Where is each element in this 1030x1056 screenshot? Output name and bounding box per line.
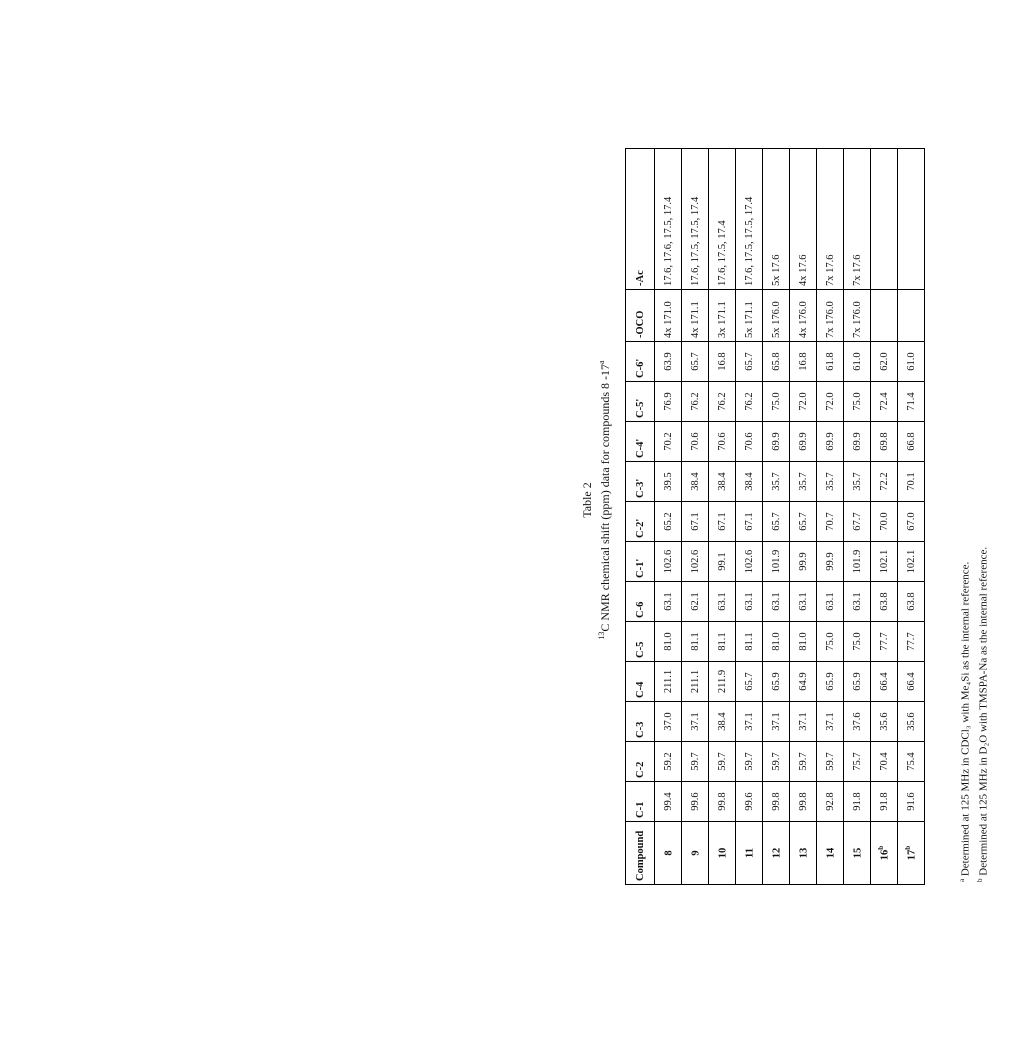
table-row bbox=[655, 149, 682, 885]
shift-value-cell: 37.1 bbox=[736, 702, 763, 742]
shift-value-cell: 65.7 bbox=[736, 662, 763, 702]
shift-value-cell: 59.7 bbox=[682, 742, 709, 782]
shift-value-cell: 101.9 bbox=[763, 542, 790, 582]
shift-value-cell: 99.6 bbox=[682, 782, 709, 822]
shift-value-cell: 102.6 bbox=[682, 542, 709, 582]
shift-value-cell: 211.1 bbox=[655, 662, 682, 702]
shift-value-cell: 211.9 bbox=[709, 662, 736, 702]
shift-value-cell: 99.6 bbox=[736, 782, 763, 822]
shift-value-cell: 70.7 bbox=[817, 502, 844, 542]
column-header: C-2' bbox=[626, 502, 655, 542]
shift-value-cell: 63.8 bbox=[871, 582, 898, 622]
compound-number: 14 bbox=[825, 847, 837, 859]
shift-value-cell: 7x 17.6 bbox=[817, 149, 844, 290]
column-header: -Ac bbox=[626, 149, 655, 290]
shift-value-cell: 75.0 bbox=[844, 382, 871, 422]
shift-value-cell: 69.9 bbox=[763, 422, 790, 462]
shift-value-cell: 59.7 bbox=[763, 742, 790, 782]
shift-value-cell: 4x 171.0 bbox=[655, 290, 682, 342]
shift-value-cell: 211.1 bbox=[682, 662, 709, 702]
shift-value-cell: 59.7 bbox=[817, 742, 844, 782]
shift-value-cell: 67.0 bbox=[898, 502, 925, 542]
shift-value-cell: 59.7 bbox=[709, 742, 736, 782]
shift-value-cell: 81.0 bbox=[790, 622, 817, 662]
compound-number: 8 bbox=[663, 850, 675, 856]
shift-value-cell: 69.9 bbox=[817, 422, 844, 462]
shift-value-cell: 7x 17.6 bbox=[844, 149, 871, 290]
compound-cell bbox=[763, 822, 790, 885]
shift-value-cell: 5x 17.6 bbox=[763, 149, 790, 290]
compound-cell bbox=[682, 822, 709, 885]
column-header: Compound bbox=[626, 822, 655, 885]
column-header: C-6' bbox=[626, 342, 655, 382]
shift-value-cell: 75.0 bbox=[763, 382, 790, 422]
table-title-text: C NMR chemical shift (ppm) data for compounds 8 -17 bbox=[598, 363, 612, 632]
compound-footnote-mark: b bbox=[904, 845, 913, 850]
shift-value-cell: 70.6 bbox=[682, 422, 709, 462]
compound-number: 9 bbox=[690, 850, 702, 856]
shift-value-cell: 17.6, 17.5, 17.4 bbox=[709, 149, 736, 290]
shift-value-cell: 59.7 bbox=[790, 742, 817, 782]
shift-value-cell: 70.1 bbox=[898, 462, 925, 502]
shift-value-cell: 72.0 bbox=[790, 382, 817, 422]
shift-value-cell: 63.1 bbox=[655, 582, 682, 622]
column-header: C-3' bbox=[626, 462, 655, 502]
shift-value-cell: 102.1 bbox=[871, 542, 898, 582]
shift-value-cell: 69.9 bbox=[844, 422, 871, 462]
column-header: C-4 bbox=[626, 662, 655, 702]
compound-cell bbox=[790, 822, 817, 885]
shift-value-cell: 4x 176.0 bbox=[790, 290, 817, 342]
footnote-text: Determined at 125 MHz in D₂O with TMSPA-Na as the internal reference. bbox=[977, 546, 990, 879]
footnote-text: Determined at 125 MHz in CDCl₃ with Me₄Si as the internal reference. bbox=[959, 561, 972, 879]
compound-number: 12 bbox=[771, 847, 783, 859]
shift-value-cell: 59.2 bbox=[655, 742, 682, 782]
shift-value-cell: 64.9 bbox=[790, 662, 817, 702]
shift-value-cell: 37.1 bbox=[682, 702, 709, 742]
shift-value-cell: 61.8 bbox=[817, 342, 844, 382]
shift-value-cell: 65.9 bbox=[817, 662, 844, 702]
table-row bbox=[898, 149, 925, 885]
table-body bbox=[655, 149, 925, 885]
shift-value-cell: 35.6 bbox=[871, 702, 898, 742]
shift-value-cell: 38.4 bbox=[709, 702, 736, 742]
shift-value-cell: 16.8 bbox=[709, 342, 736, 382]
shift-value-cell: 37.0 bbox=[655, 702, 682, 742]
table-caption bbox=[580, 100, 613, 900]
column-header: C-1 bbox=[626, 782, 655, 822]
shift-value-cell: 76.2 bbox=[682, 382, 709, 422]
shift-value-cell: 81.1 bbox=[709, 622, 736, 662]
shift-value-cell: 65.8 bbox=[763, 342, 790, 382]
compound-cell bbox=[844, 822, 871, 885]
shift-value-cell: 61.0 bbox=[844, 342, 871, 382]
compound-cell bbox=[898, 822, 925, 885]
shift-value-cell: 69.9 bbox=[790, 422, 817, 462]
shift-value-cell: 63.8 bbox=[898, 582, 925, 622]
shift-value-cell bbox=[871, 290, 898, 342]
shift-value-cell: 65.7 bbox=[790, 502, 817, 542]
shift-value-cell: 37.6 bbox=[844, 702, 871, 742]
shift-value-cell: 5x 171.1 bbox=[736, 290, 763, 342]
shift-value-cell: 63.9 bbox=[655, 342, 682, 382]
shift-value-cell: 62.1 bbox=[682, 582, 709, 622]
shift-value-cell: 72.2 bbox=[871, 462, 898, 502]
shift-value-cell: 102.6 bbox=[655, 542, 682, 582]
shift-value-cell: 99.1 bbox=[709, 542, 736, 582]
shift-value-cell: 70.0 bbox=[871, 502, 898, 542]
compound-number: 11 bbox=[744, 848, 756, 858]
shift-value-cell: 5x 176.0 bbox=[763, 290, 790, 342]
shift-value-cell bbox=[871, 149, 898, 290]
shift-value-cell: 16.8 bbox=[790, 342, 817, 382]
shift-value-cell: 63.1 bbox=[817, 582, 844, 622]
shift-value-cell: 59.7 bbox=[736, 742, 763, 782]
table-row bbox=[871, 149, 898, 885]
column-header: C-1' bbox=[626, 542, 655, 582]
shift-value-cell: 70.6 bbox=[736, 422, 763, 462]
shift-value-cell: 35.7 bbox=[763, 462, 790, 502]
table-row bbox=[682, 149, 709, 885]
shift-value-cell: 65.2 bbox=[655, 502, 682, 542]
shift-value-cell: 99.8 bbox=[709, 782, 736, 822]
table-title-superscript: 13 bbox=[597, 631, 606, 640]
compound-cell bbox=[736, 822, 763, 885]
shift-value-cell: 99.4 bbox=[655, 782, 682, 822]
rotated-table-page bbox=[580, 100, 1030, 900]
shift-value-cell: 63.1 bbox=[709, 582, 736, 622]
shift-value-cell: 7x 176.0 bbox=[817, 290, 844, 342]
table-title-note-mark: a bbox=[597, 360, 606, 364]
shift-value-cell: 3x 171.1 bbox=[709, 290, 736, 342]
table-row bbox=[763, 149, 790, 885]
shift-value-cell: 102.6 bbox=[736, 542, 763, 582]
shift-value-cell: 70.2 bbox=[655, 422, 682, 462]
column-header: C-4' bbox=[626, 422, 655, 462]
shift-value-cell: 35.6 bbox=[898, 702, 925, 742]
shift-value-cell: 65.7 bbox=[736, 342, 763, 382]
compound-number: 13 bbox=[798, 847, 810, 859]
shift-value-cell: 70.4 bbox=[871, 742, 898, 782]
shift-value-cell: 92.8 bbox=[817, 782, 844, 822]
shift-value-cell: 4x 171.1 bbox=[682, 290, 709, 342]
shift-value-cell: 35.7 bbox=[790, 462, 817, 502]
shift-value-cell: 4x 17.6 bbox=[790, 149, 817, 290]
shift-value-cell: 65.9 bbox=[844, 662, 871, 702]
footnotes bbox=[955, 102, 990, 882]
shift-value-cell: 62.0 bbox=[871, 342, 898, 382]
table-label: Table 2 bbox=[580, 482, 594, 518]
shift-value-cell: 37.1 bbox=[817, 702, 844, 742]
shift-value-cell: 76.9 bbox=[655, 382, 682, 422]
shift-value-cell: 101.9 bbox=[844, 542, 871, 582]
footnote-mark: b bbox=[975, 878, 984, 882]
table-row bbox=[790, 149, 817, 885]
shift-value-cell: 75.7 bbox=[844, 742, 871, 782]
shift-value-cell: 65.7 bbox=[682, 342, 709, 382]
shift-value-cell: 67.1 bbox=[736, 502, 763, 542]
column-header: C-5' bbox=[626, 382, 655, 422]
shift-value-cell: 39.5 bbox=[655, 462, 682, 502]
column-header: C-5 bbox=[626, 622, 655, 662]
nmr-shift-table bbox=[625, 148, 925, 885]
shift-value-cell: 77.7 bbox=[871, 622, 898, 662]
compound-cell bbox=[709, 822, 736, 885]
shift-value-cell: 67.1 bbox=[682, 502, 709, 542]
shift-value-cell: 67.1 bbox=[709, 502, 736, 542]
shift-value-cell: 75.0 bbox=[844, 622, 871, 662]
shift-value-cell: 38.4 bbox=[682, 462, 709, 502]
shift-value-cell: 81.0 bbox=[655, 622, 682, 662]
shift-value-cell: 66.8 bbox=[898, 422, 925, 462]
shift-value-cell: 72.0 bbox=[817, 382, 844, 422]
shift-value-cell: 102.1 bbox=[898, 542, 925, 582]
shift-value-cell: 77.7 bbox=[898, 622, 925, 662]
shift-value-cell: 70.6 bbox=[709, 422, 736, 462]
shift-value-cell: 63.1 bbox=[844, 582, 871, 622]
compound-number: 16 bbox=[879, 849, 891, 861]
compound-footnote-mark: b bbox=[877, 845, 886, 850]
table-row bbox=[709, 149, 736, 885]
shift-value-cell: 81.0 bbox=[763, 622, 790, 662]
shift-value-cell: 63.1 bbox=[790, 582, 817, 622]
shift-value-cell: 69.8 bbox=[871, 422, 898, 462]
compound-cell bbox=[655, 822, 682, 885]
shift-value-cell: 66.4 bbox=[871, 662, 898, 702]
shift-value-cell: 17.6, 17.5, 17.5, 17.4 bbox=[736, 149, 763, 290]
footnote-mark: a bbox=[958, 878, 966, 882]
shift-value-cell: 37.1 bbox=[790, 702, 817, 742]
shift-value-cell: 38.4 bbox=[736, 462, 763, 502]
shift-value-cell: 17.6, 17.5, 17.5, 17.4 bbox=[682, 149, 709, 290]
shift-value-cell: 17.6, 17.6, 17.5, 17.4 bbox=[655, 149, 682, 290]
shift-value-cell bbox=[898, 290, 925, 342]
compound-cell bbox=[817, 822, 844, 885]
compound-number: 10 bbox=[717, 847, 729, 859]
table-row bbox=[817, 149, 844, 885]
column-header: C-3 bbox=[626, 702, 655, 742]
column-header: C-2 bbox=[626, 742, 655, 782]
footnote bbox=[955, 102, 973, 882]
shift-value-cell: 99.9 bbox=[790, 542, 817, 582]
shift-value-cell: 91.8 bbox=[844, 782, 871, 822]
shift-value-cell: 99.8 bbox=[763, 782, 790, 822]
table-row bbox=[844, 149, 871, 885]
shift-value-cell: 81.1 bbox=[682, 622, 709, 662]
header-row bbox=[626, 149, 655, 885]
shift-value-cell: 65.7 bbox=[763, 502, 790, 542]
table-row bbox=[736, 149, 763, 885]
shift-value-cell: 76.2 bbox=[736, 382, 763, 422]
shift-value-cell: 35.7 bbox=[817, 462, 844, 502]
shift-value-cell: 37.1 bbox=[763, 702, 790, 742]
shift-value-cell: 7x 176.0 bbox=[844, 290, 871, 342]
shift-value-cell: 63.1 bbox=[763, 582, 790, 622]
shift-value-cell bbox=[898, 149, 925, 290]
table-title bbox=[594, 100, 613, 900]
shift-value-cell: 91.6 bbox=[898, 782, 925, 822]
shift-value-cell: 66.4 bbox=[898, 662, 925, 702]
shift-value-cell: 65.9 bbox=[763, 662, 790, 702]
column-header: C-6 bbox=[626, 582, 655, 622]
shift-value-cell: 75.4 bbox=[898, 742, 925, 782]
compound-number: 17 bbox=[906, 849, 918, 861]
shift-value-cell: 75.0 bbox=[817, 622, 844, 662]
shift-value-cell: 76.2 bbox=[709, 382, 736, 422]
shift-value-cell: 67.7 bbox=[844, 502, 871, 542]
shift-value-cell: 71.4 bbox=[898, 382, 925, 422]
shift-value-cell: 38.4 bbox=[709, 462, 736, 502]
shift-value-cell: 61.0 bbox=[898, 342, 925, 382]
compound-cell bbox=[871, 822, 898, 885]
shift-value-cell: 72.4 bbox=[871, 382, 898, 422]
column-header: -OCO bbox=[626, 290, 655, 342]
shift-value-cell: 81.1 bbox=[736, 622, 763, 662]
shift-value-cell: 63.1 bbox=[736, 582, 763, 622]
shift-value-cell: 35.7 bbox=[844, 462, 871, 502]
compound-number: 15 bbox=[852, 847, 864, 859]
shift-value-cell: 99.9 bbox=[817, 542, 844, 582]
shift-value-cell: 99.8 bbox=[790, 782, 817, 822]
footnote bbox=[973, 102, 991, 882]
shift-value-cell: 91.8 bbox=[871, 782, 898, 822]
